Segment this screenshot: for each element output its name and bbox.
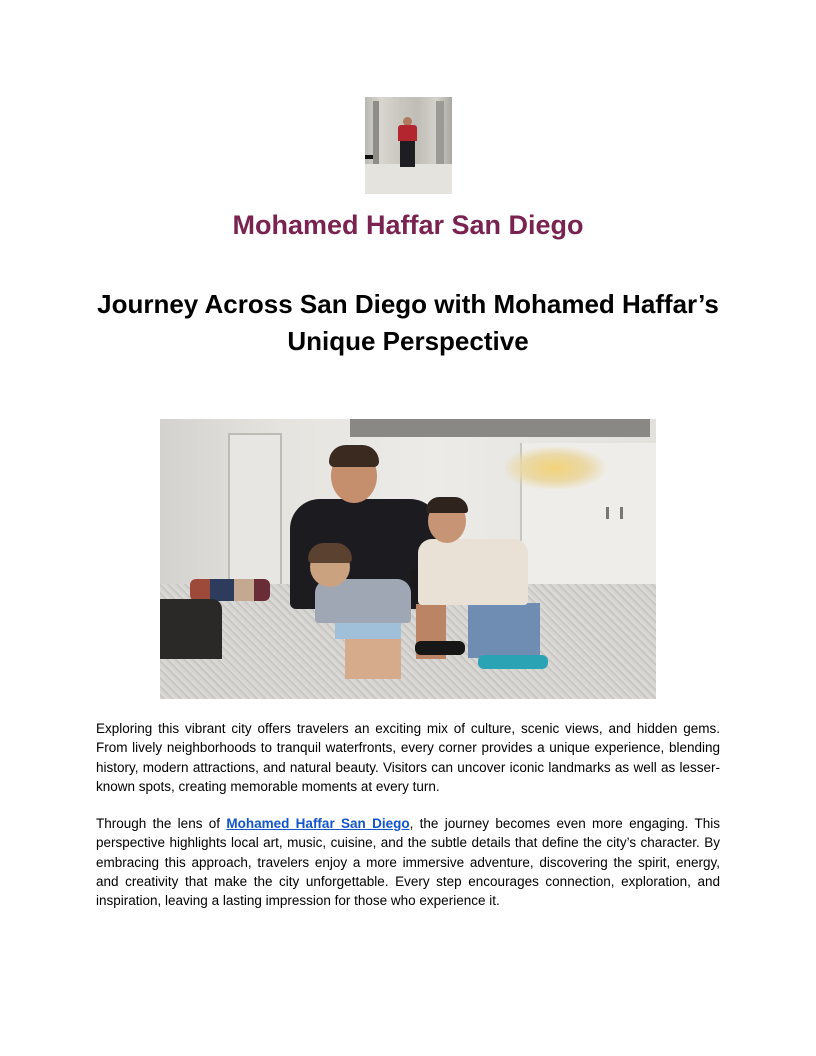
photo-garage-track [350,419,650,437]
person-shirt [398,125,417,141]
cabinet-handle [606,507,609,519]
man-shoe [415,641,465,655]
man-hair [329,445,379,467]
paragraph-2-intro: Through the lens of [96,816,227,831]
article-paragraph-2 [96,814,720,910]
boy-shoes [478,655,548,669]
photo-door [228,433,282,587]
article-headline: Journey Across San Diego with Mohamed Haffar’s Unique Perspective [97,289,719,356]
photo-floor [365,164,452,194]
phone-icon [365,155,373,159]
child-legs [345,639,401,679]
article-paragraph-1: Exploring this vibrant city offers travelers an exciting mix of culture, scenic views, and hidden gems. From lively neighborhoods to tranquil waterfronts, every corner provides a unique experience, blending history, modern attractions, and natural beauty. Visitors can uncover iconic landmarks as well as lesser-known spots, creating memorable moments at every turn. [96,721,720,794]
paragraph-2-body: , the journey becomes even more engaging. This perspective highlights local art, music, cuisine, and the subtle details that define the city’s character. By embracing this approach, travelers enjoy a more immersive adventure, discovering the spirit, energy, and creativity that make the city unforgettable. Every step encourages connection, exploration, and inspiration, leaving a lasting impression for those who experience it. [96,816,720,909]
photo-chair [160,599,222,659]
boy-jeans [468,603,540,658]
person-legs [400,141,415,167]
cabinet-handle [620,507,623,519]
child-hair [308,543,352,563]
main-photo [160,419,656,699]
photo-light [505,447,605,489]
boy-hair [426,497,468,513]
mohamed-haffar-link[interactable]: Mohamed Haffar San Diego [226,816,410,831]
top-photo [365,97,452,194]
boy-sweatshirt [418,539,528,605]
photo-shoe-pile [190,579,270,601]
site-title: Mohamed Haffar San Diego [232,210,584,240]
